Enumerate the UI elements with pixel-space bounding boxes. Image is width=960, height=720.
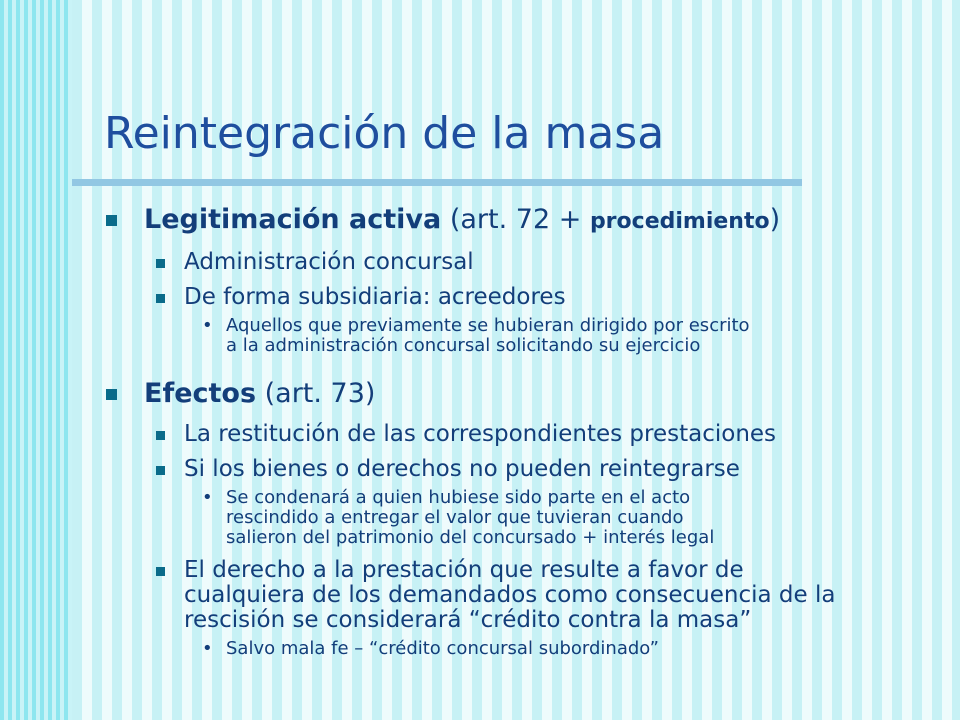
square-bullet-icon (156, 259, 165, 268)
detail-bullet-aquellos (104, 316, 934, 356)
dot-bullet-icon: • (202, 638, 213, 659)
detail-line: salieron del patrimonio del concursado + interés legal (226, 527, 715, 548)
sub-bullet-text: Administración concursal (184, 249, 474, 275)
square-bullet-icon (156, 466, 165, 475)
detail-line: a la administración concursal solicitando su ejercicio (226, 335, 701, 356)
detail-line: Aquellos que previamente se hubieran dirigido por escrito (226, 315, 750, 336)
heading-text-close: ) (769, 204, 781, 235)
heading-text: (art. 72 + (441, 204, 590, 235)
sub-bullet-subsidiaria (104, 285, 934, 310)
heading-bold: Efectos (144, 378, 257, 409)
slide-title: Reintegración de la masa (104, 108, 665, 159)
square-bullet-icon (156, 431, 165, 440)
sub-bullet-text: De forma subsidiaria: acreedores (184, 284, 566, 310)
dot-bullet-icon: • (202, 487, 213, 508)
title-underline (72, 179, 802, 186)
square-bullet-icon (106, 215, 117, 226)
sub-bullet-line: cualquiera de los demandados como consecuencia de la (184, 582, 836, 608)
slide-content (104, 200, 934, 659)
square-bullet-icon (106, 389, 117, 400)
detail-line: Salvo mala fe – “crédito concursal subordinado” (226, 638, 659, 659)
detail-bullet-condenara (104, 488, 934, 548)
square-bullet-icon (156, 567, 165, 576)
sub-bullet-administracion (104, 250, 934, 275)
detail-bullet-mala-fe (104, 639, 934, 659)
square-bullet-icon (156, 294, 165, 303)
heading-bold: Legitimación activa (144, 204, 442, 235)
sub-bullet-bienes (104, 457, 934, 482)
bullet-legitimacion-activa (104, 202, 934, 240)
sub-bullet-derecho-prestacion (104, 558, 934, 633)
heading-text: (art. 73) (256, 378, 376, 409)
sub-bullet-line: rescisión se considerará “crédito contra la masa” (184, 607, 752, 633)
heading-bold-small: procedimiento (589, 209, 770, 234)
dot-bullet-icon: • (202, 315, 213, 336)
sub-bullet-restitucion (104, 422, 934, 447)
sub-bullet-text: La restitución de las correspondientes prestaciones (184, 421, 777, 447)
detail-line: rescindido a entregar el valor que tuvieran cuando (226, 507, 684, 528)
sub-bullet-text: Si los bienes o derechos no pueden reintegrarse (184, 456, 740, 482)
bullet-efectos (104, 376, 934, 412)
detail-line: Se condenará a quien hubiese sido parte en el acto (226, 487, 691, 508)
sub-bullet-line: El derecho a la prestación que resulte a favor de (184, 557, 744, 583)
left-stripe-band (0, 0, 72, 720)
